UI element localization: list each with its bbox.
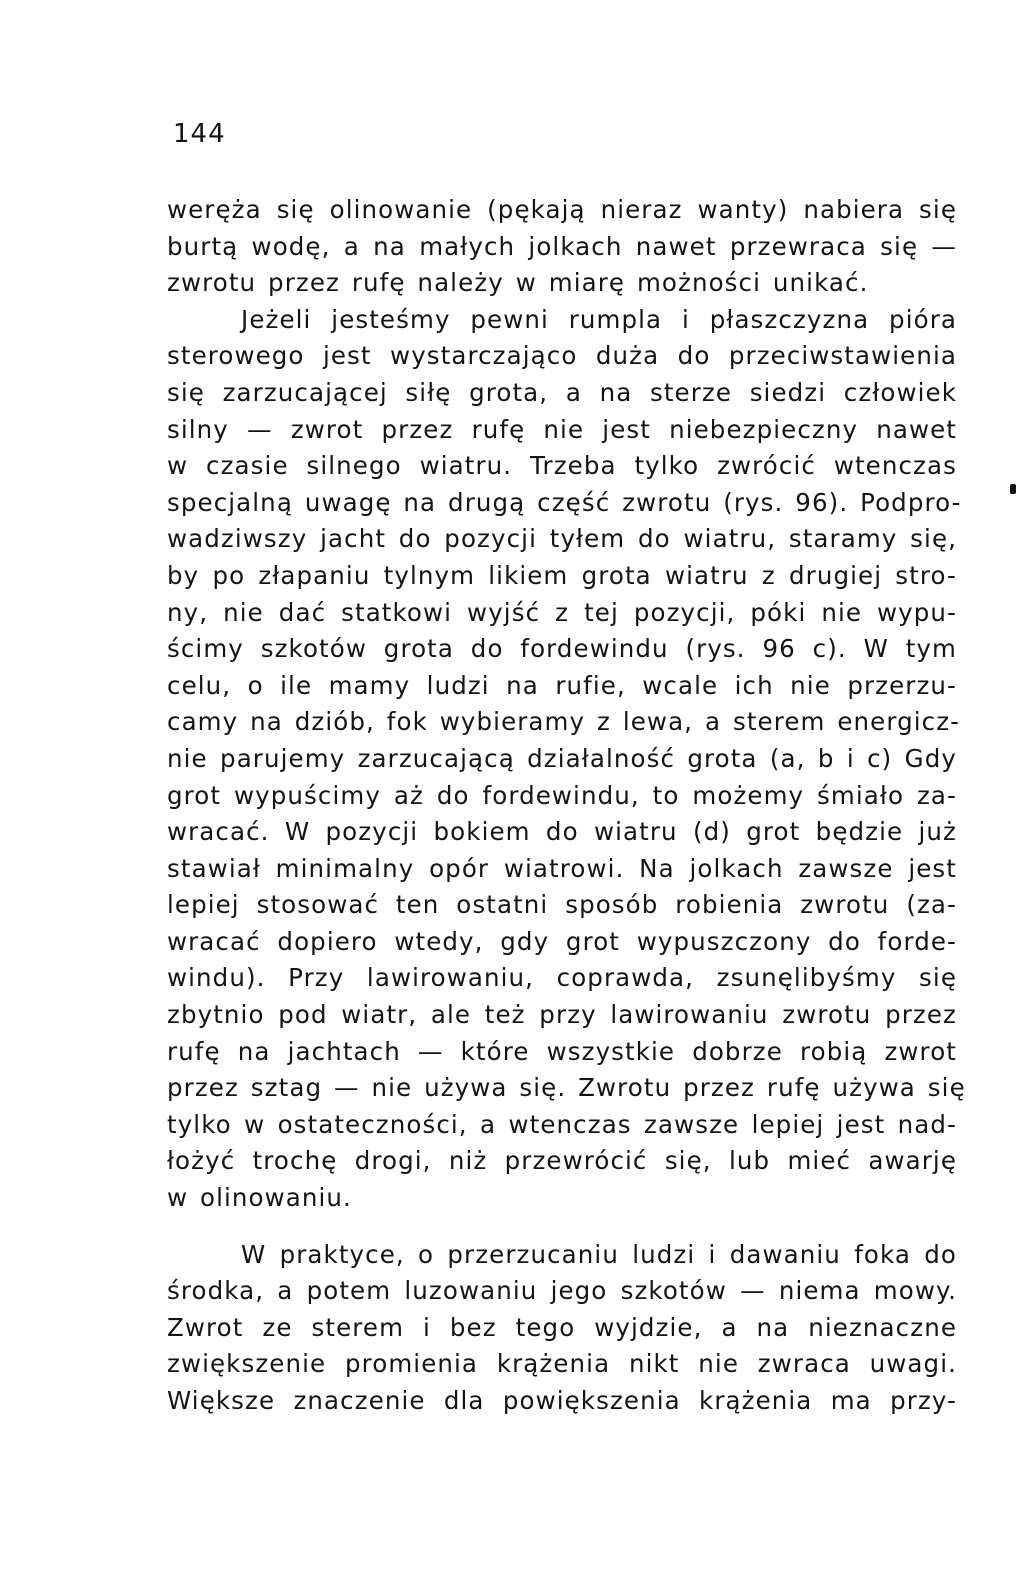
text-line: w olinowaniu.: [167, 1183, 352, 1213]
text-line: stawiał minimalny opór wiatrowi. Na jolkach zawsze jest: [167, 853, 957, 883]
text-line: Jeżeli jesteśmy pewni rumpla i płaszczyzna pióra: [241, 304, 957, 334]
paragraph-gap: [167, 1217, 957, 1237]
text-line: łożyć trochę drogi, niż przewrócić się, lub mieć awarję: [167, 1146, 957, 1176]
text-line: ścimy szkotów grota do fordewindu (rys. 96 c). W tym: [167, 634, 957, 664]
text-line: środka, a potem luzowaniu jego szkotów — niema mowy.: [167, 1276, 957, 1306]
text-line: przez sztag — nie używa się. Zwrotu przez rufę używa się: [167, 1073, 966, 1103]
text-line: zwiększenie promienia krążenia nikt nie zwraca uwagi.: [167, 1349, 957, 1379]
text-line: ny, nie dać statkowi wyjść z tej pozycji, póki nie wypu-: [167, 597, 957, 627]
text-line: lepiej stosować ten ostatni sposób robienia zwrotu (za-: [167, 890, 957, 920]
text-line: wadziwszy jacht do pozycji tyłem do wiatru, staramy się,: [167, 524, 957, 554]
text-line: werężа się olinowanie (pękają nieraz wanty) nabiera się: [167, 195, 957, 224]
text-line: by po złapaniu tylnym likiem grota wiatru z drugiej stro-: [167, 560, 957, 590]
text-line: Większe znaczenie dla powiększenia krążenia ma przy-: [167, 1386, 957, 1415]
text-line: wracać dopiero wtedy, gdy grot wypuszczony do forde-: [167, 926, 957, 956]
text-line: wracać. W pozycji bokiem do wiatru (d) grot będzie już: [167, 817, 957, 847]
text-line: zwrotu przez rufę należy w miarę możności unikać.: [167, 268, 869, 298]
margin-mark: [1010, 484, 1016, 494]
text-line: nie parujemy zarzucającą działalność grota (a, b i c) Gdy: [167, 743, 957, 773]
text-line: sterowego jest wystarczająco duża do przeciwstawienia: [167, 341, 957, 371]
text-line: tylko w ostateczności, a wtenczas zawsze lepiej jest nad-: [167, 1109, 957, 1139]
text-line: celu, o ile mamy ludzi na rufie, wcale ich nie przerzu-: [167, 670, 957, 700]
text-line: się zarzucającej siłę grota, a na sterze siedzi człowiek: [167, 377, 957, 407]
text-line: silny — zwrot przez rufę nie jest niebezpieczny nawet: [167, 414, 957, 444]
page-number: 144: [173, 119, 226, 149]
text-line: zbytnio pod wiatr, ale też przy lawirowaniu zwrotu przez: [167, 1000, 957, 1030]
text-line: rufę na jachtach — które wszystkie dobrze robią zwrot: [167, 1036, 957, 1066]
text-line: w czasie silnego wiatru. Trzeba tylko zwrócić wtenczas: [167, 451, 957, 481]
text-line: W praktyce, o przerzucaniu ludzi i dawaniu foka do: [241, 1239, 957, 1269]
text-line: camy na dziób, fok wybieramy z lewa, a sterem energicz-: [167, 707, 961, 737]
body-text: [167, 192, 966, 1420]
text-line: Zwrot ze sterem i bez tego wyjdzie, a na nieznaczne: [167, 1312, 957, 1342]
text-line: specjalną uwagę na drugą część zwrotu (rys. 96). Podpro-: [167, 487, 962, 517]
text-line: windu). Przy lawirowaniu, coprawda, zsunęlibyśmy się: [167, 963, 957, 993]
text-line: grot wypuścimy aż do fordewindu, to możemy śmiało za-: [167, 780, 957, 810]
text-line: burtą wodę, a na małych jolkach nawet przewraca się —: [167, 231, 957, 261]
